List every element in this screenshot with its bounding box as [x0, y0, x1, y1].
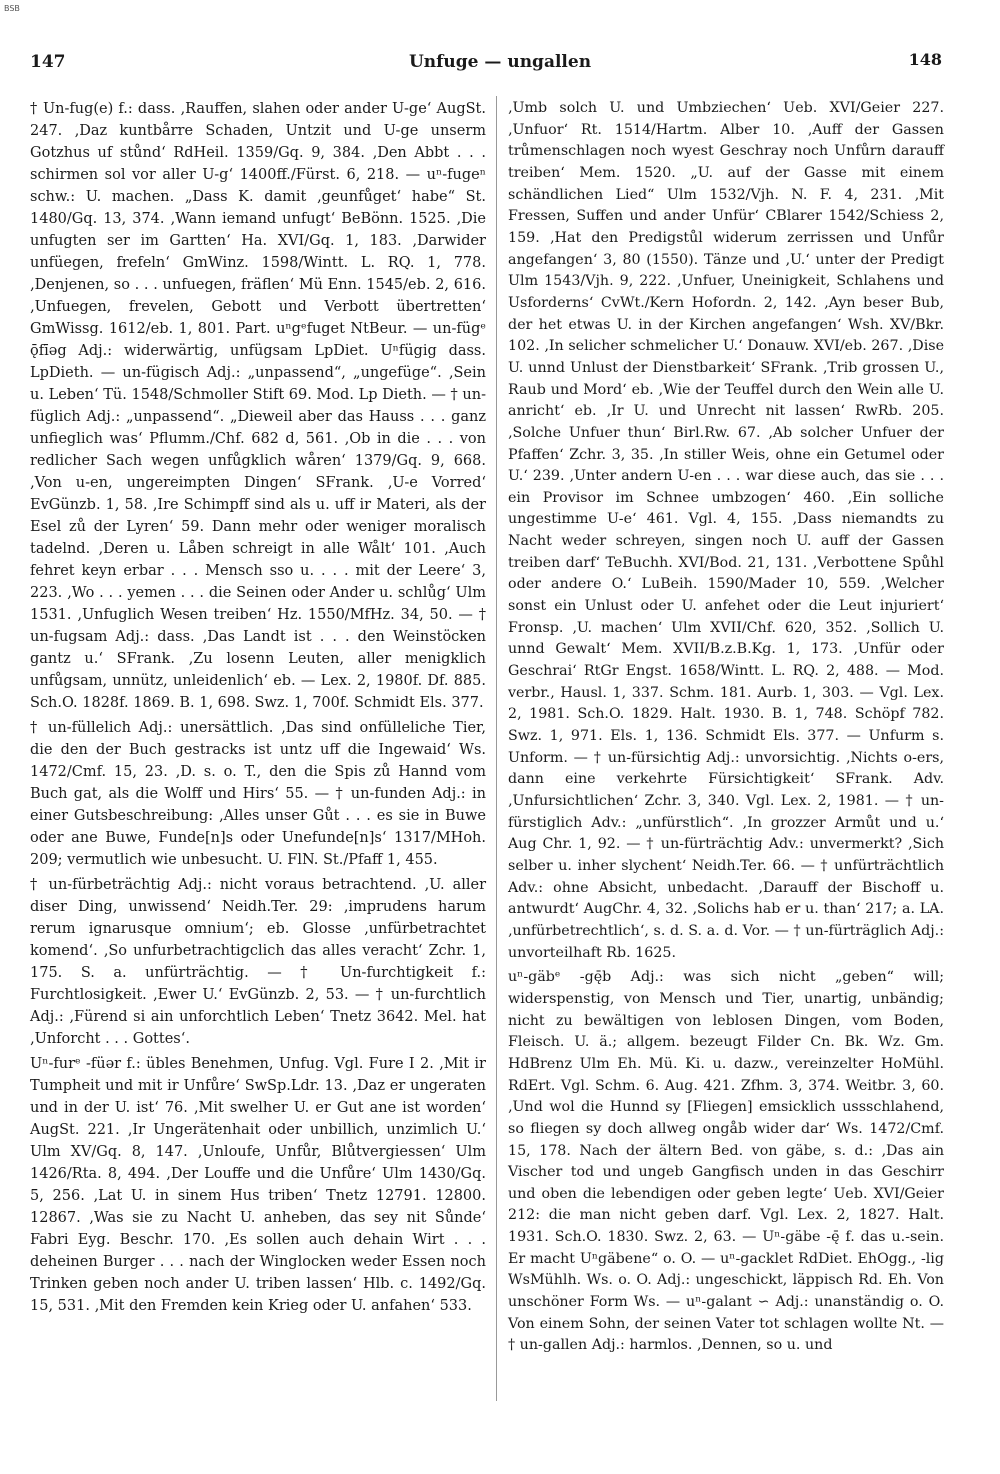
- left-page-number: 147: [30, 52, 66, 72]
- entry-unfuerbetraechtig: † un-fürbeträchtig Adj.: nicht voraus betrachtend. ‚U. aller diser Ding, unwissend‘ Neidh.Ter. 29: ‚imprudens harum rerum ignarusque omnium‘; eb. Glosse ‚unfürbetrachtet komend‘. ‚So unfurbetrachtigclich das alles veracht‘ Zchr. 1, 175. S. a. unfürträchtig. — † Un-furchtigkeit f.: Furchtlosigkeit. ‚Ewer U.‘ EvGünzb. 2, 53. — † un-furchtlich Adj.: ‚Fürend si ain unforchtlich Leben‘ Tnetz 3642. Mel. hat ‚Unforcht . . . Gottes‘.: [30, 877, 486, 1047]
- column-divider: [496, 96, 497, 1401]
- entry-unfure: Uⁿ-furᵉ -füər f.: übles Benehmen, Unfug. Vgl. Fure I 2. ‚Mit ir Tumpheit und mit ir Unfůre‘ SwSp.Ldr. 13. ‚Daz er ungeraten und in der U. ist‘ 76. ‚Mit swelher U. er Gut ane ist worden‘ AugSt. 221. ‚Ir Ungerätenhait oder unbillich, unzimlich U.‘ Ulm XV/Gq. 8, 147. ‚Unloufe, Unfůr, Blůtvergiessen‘ Ulm 1426/Rta. 8, 494. ‚Der Louffe und die Unfůre‘ Ulm 1430/Gq. 5, 256. ‚Lat U. in sinem Hus triben‘ Tnetz 12791. 12800. 12867. ‚Was sie zu Nacht U. anheben, das sey nit Sůnde‘ Fabri Eyg. Beschr. 170. ‚Es sollen auch dehain Wirt . . . deheinen Burger . . . nach der Winglocken weder Essen noch Trinken geben noch ander U. triben lassen‘ Hlb. c. 1492/Gq. 15, 531. ‚Mit den Fremden kein Krieg oder U. anfahen‘ 533.: [30, 1056, 486, 1314]
- entry-unfug: † Un-fug(e) f.: dass. ‚Rauffen, slahen oder ander U-ge‘ AugSt. 247. ‚Daz kuntbårre Schaden, Untzit und U-ge unserm Gotzhus uf stůnd‘ RdHeil. 1359/Gq. 9, 384. ‚Den Abbt . . . schirmen sol vor aller U-g‘ 1400ff./Fürst. 6, 218. — uⁿ-fugeⁿ schw.: U. machen. „Dass K. damit ‚geunfůget‘ habe“ St. 1480/Gq. 13, 374. ‚Wann iemand unfugt‘ BeBönn. 1525. ‚Die unfugten ser im Gartten‘ Ha. XVI/Gq. 1, 183. ‚Darwider unfüegen, frefeln‘ GmWinz. 1598/Wintt. L. RQ. 1, 778. ‚Denjenen, so . . . unfuegen, fräflen‘ Mü Enn. 1545/eb. 2, 616. ‚Unfuegen, frevelen, Gebott und Verbott übertretten‘ GmWissg. 1612/eb. 1, 801. Part. uⁿgᵉfuget NtBeur. — un-fügᵉ ǭfīəg Adj.: widerwärtig, unfügsam LpDiet. Uⁿfügig dass. LpDieth. — un-fügisch Adj.: „unpassend“, „ungefüge“. ‚Sein u. Leben‘ Tü. 1548/Schmoller Stift 69. Mod. Lp Dieth. — † un-füglich Adj.: „unpassend“. „Dieweil aber das Hauss . . . ganz unfieglich was‘ Pflumm./Chf. 682 d, 561. ‚Ob in die . . . von redlicher Sach wegen unfůgklich wåren‘ 1379/Gq. 9, 668. ‚Von u-en, ungereimpten Dingen‘ SFrank. ‚U-e Vorred‘ EvGünzb. 1, 58. ‚Ire Schimpff sind als u. uff ir Materi, als der Esel zů der Lyren‘ 59. Dann mehr oder weniger moralisch tadelnd. ‚Deren u. Låben schreigt in alle Wålt‘ 101. ‚Auch fehret keyn erbar . . . Mensch sso u. . . . mit der Leere‘ 3, 223. ‚Wo . . . yemen . . . die Seinen oder Ander u. schlůg‘ Ulm 1531. ‚Unfuglich Wesen treiben‘ Hz. 1550/MfHz. 34, 50. — † un-fugsam Adj.: dass. ‚Das Landt ist . . . den Weinstöcken gantz u.‘ SFrank. ‚Zu losenn Leuten, aller menigklich unfůgsam, unnütz, unleidenlich‘ eb. — Lex. 2, 1980f. Df. 885. Sch.O. 1828f. 1869. B. 1, 698. Swz. 1, 700f. Schmidt Els. 377.: [30, 101, 486, 711]
- right-page-number: 148: [908, 50, 942, 69]
- page-title: Unfuge — ungallen: [408, 52, 592, 72]
- entry-ungaebe: uⁿ-gäbᵉ -gę̄b Adj.: was sich nicht „geben“ will; widerspenstig, von Mensch und Tier, unartig, unbändig; nicht zu bewältigen von leblosen Dingen, vom Boden, Fleisch. U. ä.; allgem. bezeugt Filder Cn. Bk. Wz. Gm. HdBrenz Ulm Eh. Mü. Ki. u. dazw., vereinzelter HoMühl. RdErt. Vgl. Schm. 6. Aug. 421. Zfhm. 3, 374. Weitbr. 3, 60. ‚Und wol die Hunnd sy [Fliegen] emsicklich ussschlahend, so fliegen sy doch allweg ongåb wider dar‘ Ws. 1472/Cmf. 15, 178. Nach der ältern Bed. von gäbe, s. d.: ‚Das ain Vischer tod und ungeb Gangfisch unden in das Geschirr und oben die lebendigen oder geben legte‘ Ueb. XVI/Geier 212: die man nicht geben darf. Vgl. Lex. 2, 1827. Halt. 1931. Sch.O. 1830. Swz. 2, 63. — Uⁿ-gäbe -ę̄ f. das u.-sein. Er macht Uⁿgäbene“ o. O. — uⁿ-gacklet RdDiet. EhOgg., -lig WsMühlh. Ws. o. O. Adj.: ungeschickt, läppisch Rd. Eh. Von unschöner Form Ws. — uⁿ-galant ∽ Adj.: unanständig o. O. Von einem Sohn, der seinen Vater tot schlagen wollte Nt. — † un-gallen Adj.: harmlos. ‚Dennen, so u. und: [508, 969, 944, 1354]
- left-column: [30, 98, 486, 1320]
- library-stamp: BSB: [4, 4, 20, 13]
- entry-unfure-continued: ‚Umb solch U. und Umbziechen‘ Ueb. XVI/Geier 227. ‚Unfuor‘ Rt. 1514/Hartm. Alber 10. ‚Auff der Gassen trůmenschlagen noch wyest Geschray noch Unfůrn darauff treiben‘ Mem. 1520. „U. auf der Gasse mit einem schändlichen Lied“ Ulm 1532/Vjh. N. F. 4, 231. ‚Mit Fressen, Suffen und ander Unfür‘ CBlarer 1542/Schiess 2, 159. ‚Hat den Predigstůl widerum zerrissen und Unfůr angefangen‘ 3, 80 (1550). Tänze und ‚U.‘ unter der Predigt Ulm 1543/Vjh. 9, 222. ‚Unfuer, Uneinigkeit, Schlahens und Usforderns‘ CvWt./Kern Hofordn. 2, 142. ‚Ayn beser Bub, der het etwas U. in der Kirchen angefangen‘ Wsh. XV/Bkr. 102. ‚In selicher schmelicher U.‘ Donauw. XVI/eb. 267. ‚Dise U. unnd Unlust der Dienstbarkeit‘ SFrank. ‚Trib grossen U., Raub und Mord‘ eb. ‚Wie der Teuffel durch den Wein alle U. anricht‘ eb. ‚Ir U. und Unrecht nit lassen‘ RwRb. 205. ‚Solche Unfuer thun‘ Birl.Rw. 67. ‚Ab solcher Unfuer der Pfaffen‘ Zchr. 3, 35. ‚In stiller Weis, ohne ein Getumel oder U.‘ 239. ‚Unter andern U-en . . . war diese auch, das sie . . . ein Provisor im Schnee umbzogen‘ 460. ‚Ein solliche ungestimme U-e‘ 461. Vgl. 4, 155. ‚Dass niemandts zu Nacht weder schreyen, singen noch U. auff der Gassen treiben darf‘ TeBuchh. XVI/Bod. 21, 131. ‚Verbottene Spůhl oder andere O.‘ LuBeih. 1590/Mader 10, 559. ‚Welcher sonst ein Unlust oder U. anfehet oder die Leut injuriert‘ Fronsp. ‚U. machen‘ Ulm XVII/Chf. 620, 352. ‚Sollich U. unnd Gewalt‘ Mem. XVII/B.z.B.Kg. 1, 173. ‚Unfür oder Geschrai‘ RtGr Engst. 1658/Wintt. L. RQ. 2, 488. — Mod. verbr., Hausl. 1, 337. Schm. 181. Aurb. 1, 303. — Vgl. Lex. 2, 1981. Sch.O. 1829. Halt. 1930. B. 1, 748. Schöpf 782. Swz. 1, 971. Els. 1, 136. Schmidt Els. 377. — Unfurm s. Unform. — † un-fürsichtig Adj.: unvorsichtig. ‚Nichts o-ers, dann eine verkehrte Fürsichtigkeit‘ SFrank. Adv. ‚Unfursichtlichen‘ Zchr. 3, 340. Vgl. Lex. 2, 1981. — † un-fürstiglich Adv.: „unfürstlich“. ‚In grozzer Armůt und u.‘ Aug Chr. 1, 92. — † un-fürträchtig Adv.: unvermerkt? ‚Sich selber u. inher slychent‘ Neidh.Ter. 66. — † unfürträchtlich Adv.: ohne Absicht, unbedacht. ‚Darauff der Bischoff u. antwurdt‘ AugChr. 4, 32. ‚Solichs hab er u. than‘ 217; a. LA. ‚unfürbetrechtlich‘, s. d. S. a. d. Vor. — † un-fürträglich Adj.: unvorteilhaft Rb. 1625.: [508, 100, 944, 961]
- right-column: [508, 98, 944, 1360]
- entry-unfuellelich: † un-füllelich Adj.: unersättlich. ‚Das sind onfülleliche Tier, die den der Buch gestracks ist untz uff die Ingewaid‘ Ws. 1472/Cmf. 15, 23. ‚D. s. o. T., den die Spis zů Hannd vom Buch gat, als die Wolff und Hirs‘ 55. — † un-funden Adj.: in einer Gutsbeschreibung: ‚Alles unser Gůt . . . es sie in Buwe oder ane Buwe, Funde[n]s oder Unefunde[n]s‘ 1317/MHoh. 209; vermutlich wie unbesucht. U. FlN. St./Pfaff 1, 455.: [30, 720, 486, 868]
